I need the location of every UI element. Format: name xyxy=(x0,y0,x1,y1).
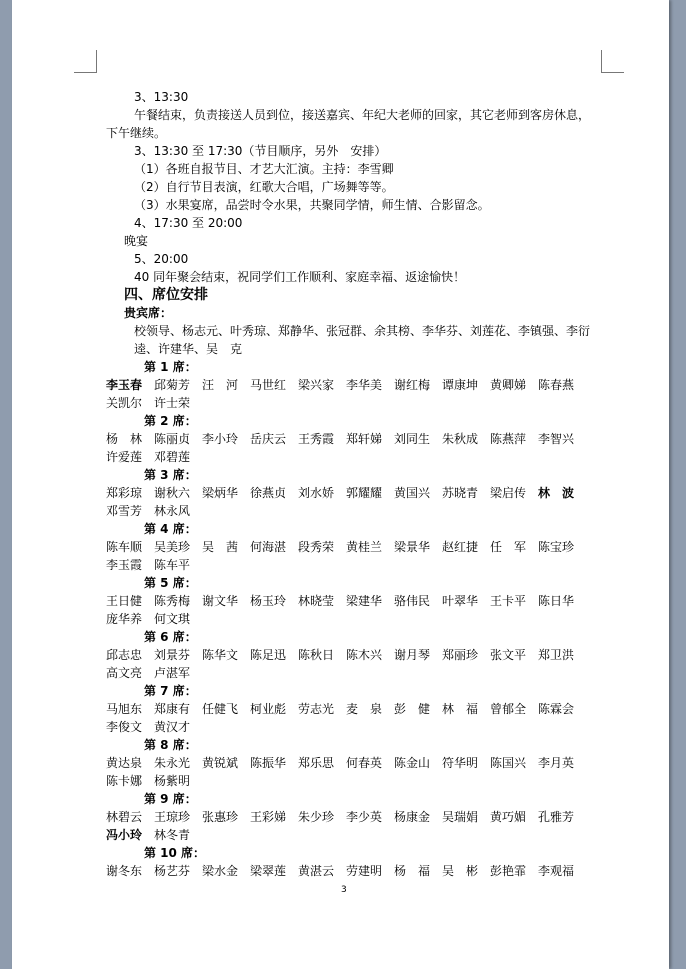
guest-name: 郑康有 xyxy=(154,702,191,716)
guest-name: 黄卿娣 xyxy=(490,378,527,392)
guest-name: 李观福 xyxy=(538,864,575,878)
guest-name: 陈华文 xyxy=(202,648,239,662)
guest-name: 林冬青 xyxy=(154,828,191,842)
page-number: 3 xyxy=(341,885,347,895)
vip-label: 贵宾席： xyxy=(124,306,173,320)
guest-name: 杨 福 xyxy=(394,864,431,878)
guest-name: 林永风 xyxy=(154,504,191,518)
guest-name: 吴 茜 xyxy=(202,540,239,554)
guest-name: 李玉春 xyxy=(106,378,143,392)
agenda-line: 晚宴 xyxy=(124,234,149,248)
agenda-line: 3、13:30 至 17:30（节目顺序，另外 安排） xyxy=(134,144,387,158)
vip-names: 校领导、杨志元、叶秀琼、郑静华、张冠群、余其榜、李华芬、刘莲花、李镇强、李衍逵、许建华、吴 克 xyxy=(134,324,591,356)
table-guest-list xyxy=(106,754,606,790)
table-guest-list xyxy=(106,862,606,880)
guest-name: 段秀荣 xyxy=(298,540,335,554)
guest-name: 杨玉玲 xyxy=(250,594,287,608)
guest-name: 郑丽珍 xyxy=(442,648,479,662)
guest-name: 郑轩娣 xyxy=(346,432,383,446)
guest-name: 王日健 xyxy=(106,594,143,608)
guest-name: 邱志忠 xyxy=(106,648,143,662)
guest-name: 黄国兴 xyxy=(394,486,431,500)
guest-name: 刘景芬 xyxy=(154,648,191,662)
guest-name: 邓碧莲 xyxy=(154,450,191,464)
guest-name: 谢月琴 xyxy=(394,648,431,662)
guest-name: 彭艳霏 xyxy=(490,864,527,878)
agenda-line: 4、17:30 至 20:00 xyxy=(134,216,243,230)
guest-name: 彭 健 xyxy=(394,702,431,716)
agenda-line: （2）自行节目表演，红歌大合唱，广场舞等等。 xyxy=(134,180,394,194)
guest-name: 汪 河 xyxy=(202,378,239,392)
guest-name: 黄桂兰 xyxy=(346,540,383,554)
guest-name: 黄锐斌 xyxy=(202,756,239,770)
table-guest-list xyxy=(106,808,606,844)
table-label: 第 3 席： xyxy=(144,468,197,482)
guest-name: 梁建华 xyxy=(346,594,383,608)
guest-name: 谢红梅 xyxy=(394,378,431,392)
guest-name: 符华明 xyxy=(442,756,479,770)
guest-name: 张文平 xyxy=(490,648,527,662)
guest-name: 黄汉才 xyxy=(154,720,191,734)
guest-name: 任 军 xyxy=(490,540,527,554)
guest-name: 王彩娣 xyxy=(250,810,287,824)
guest-name: 吴瑞娟 xyxy=(442,810,479,824)
guest-name: 陈国兴 xyxy=(490,756,527,770)
guest-name: 张惠珍 xyxy=(202,810,239,824)
guest-name: 马旭东 xyxy=(106,702,143,716)
guest-name: 何海湛 xyxy=(250,540,287,554)
guest-name: 叶翠华 xyxy=(442,594,479,608)
guest-name: 谢文华 xyxy=(202,594,239,608)
guest-name: 陈春燕 xyxy=(538,378,575,392)
agenda-line: 午餐结束，负责接送人员到位，接送嘉宾、年纪大老师的回家，其它老师到客房休息， xyxy=(134,108,591,122)
guest-name: 曾郁全 xyxy=(490,702,527,716)
guest-name: 任健飞 xyxy=(202,702,239,716)
table-guest-list xyxy=(106,592,606,628)
guest-name: 林晓莹 xyxy=(298,594,335,608)
guest-name: 何春英 xyxy=(346,756,383,770)
guest-name: 许爱莲 xyxy=(106,450,143,464)
guest-name: 杨康金 xyxy=(394,810,431,824)
guest-name: 刘同生 xyxy=(394,432,431,446)
guest-name: 朱永光 xyxy=(154,756,191,770)
guest-name: 朱秋成 xyxy=(442,432,479,446)
page-content xyxy=(106,88,606,880)
guest-name: 柯业彪 xyxy=(250,702,287,716)
guest-name: 陈木兴 xyxy=(346,648,383,662)
guest-name: 梁翠莲 xyxy=(250,864,287,878)
table-label: 第 7 席： xyxy=(144,684,197,698)
guest-name: 梁景华 xyxy=(394,540,431,554)
guest-name: 卢湛军 xyxy=(154,666,191,680)
seating-tables xyxy=(106,358,606,880)
guest-name: 朱少珍 xyxy=(298,810,335,824)
guest-name: 陈秋日 xyxy=(298,648,335,662)
document-page xyxy=(12,0,669,969)
guest-name: 梁炳华 xyxy=(202,486,239,500)
guest-name: 梁兴家 xyxy=(298,378,335,392)
guest-name: 陈日华 xyxy=(538,594,575,608)
guest-name: 赵红捷 xyxy=(442,540,479,554)
guest-name: 杨 林 xyxy=(106,432,143,446)
guest-name: 许士荣 xyxy=(154,396,191,410)
guest-name: 郭耀耀 xyxy=(346,486,383,500)
guest-name: 陈振华 xyxy=(250,756,287,770)
guest-name: 陈足迅 xyxy=(250,648,287,662)
agenda-line: 下午继续。 xyxy=(106,126,167,140)
guest-name: 陈车平 xyxy=(154,558,191,572)
guest-name: 谢秋六 xyxy=(154,486,191,500)
guest-name: 谢冬东 xyxy=(106,864,143,878)
guest-name: 徐燕贞 xyxy=(250,486,287,500)
table-guest-list xyxy=(106,538,606,574)
guest-name: 郑彩琼 xyxy=(106,486,143,500)
guest-name: 李少英 xyxy=(346,810,383,824)
guest-name: 梁水金 xyxy=(202,864,239,878)
guest-name: 李智兴 xyxy=(538,432,575,446)
guest-name: 高文亮 xyxy=(106,666,143,680)
guest-name: 郑卫洪 xyxy=(538,648,575,662)
table-guest-list xyxy=(106,484,606,520)
guest-name: 庞华养 xyxy=(106,612,143,626)
guest-name: 骆伟民 xyxy=(394,594,431,608)
guest-name: 何文琪 xyxy=(154,612,191,626)
agenda-line: （1）各班自报节目、才艺大汇演。主持：李雪卿 xyxy=(134,162,394,176)
guest-name: 林碧云 xyxy=(106,810,143,824)
table-label: 第 1 席： xyxy=(144,360,197,374)
guest-name: 李小玲 xyxy=(202,432,239,446)
guest-name: 劳志光 xyxy=(298,702,335,716)
guest-name: 苏晓青 xyxy=(442,486,479,500)
guest-name: 林 波 xyxy=(538,486,575,500)
table-guest-list xyxy=(106,646,606,682)
guest-name: 郑乐思 xyxy=(298,756,335,770)
guest-name: 李俊文 xyxy=(106,720,143,734)
guest-name: 梁启传 xyxy=(490,486,527,500)
guest-name: 王卡平 xyxy=(490,594,527,608)
guest-name: 黄巧媚 xyxy=(490,810,527,824)
guest-name: 吴 彬 xyxy=(442,864,479,878)
section-title: 四、席位安排 xyxy=(124,287,208,303)
guest-name: 李玉霞 xyxy=(106,558,143,572)
guest-name: 陈车顺 xyxy=(106,540,143,554)
guest-name: 邱菊芳 xyxy=(154,378,191,392)
guest-name: 孔雅芳 xyxy=(538,810,575,824)
table-guest-list xyxy=(106,700,606,736)
agenda-line: （3）水果宴席，品尝时令水果，共聚同学情，师生情、合影留念。 xyxy=(134,198,490,212)
table-label: 第 9 席： xyxy=(144,792,197,806)
agenda-line: 3、13:30 xyxy=(134,90,189,104)
table-label: 第 5 席： xyxy=(144,576,197,590)
guest-name: 陈燕萍 xyxy=(490,432,527,446)
guest-name: 陈霖会 xyxy=(538,702,575,716)
guest-name: 冯小玲 xyxy=(106,828,143,842)
guest-name: 谭康坤 xyxy=(442,378,479,392)
page-corner-mark-top-left xyxy=(74,50,97,73)
guest-name: 马世红 xyxy=(250,378,287,392)
guest-name: 关凯尔 xyxy=(106,396,143,410)
agenda-line: 40 同年聚会结束，祝同学们工作顺利、家庭幸福、返途愉快！ xyxy=(134,270,466,284)
guest-name: 杨艺芬 xyxy=(154,864,191,878)
table-guest-list xyxy=(106,376,606,412)
table-label: 第 4 席： xyxy=(144,522,197,536)
guest-name: 陈宝珍 xyxy=(538,540,575,554)
guest-name: 林 福 xyxy=(442,702,479,716)
guest-name: 刘水娇 xyxy=(298,486,335,500)
table-label: 第 6 席： xyxy=(144,630,197,644)
table-label: 第 2 席： xyxy=(144,414,197,428)
guest-name: 黄湛云 xyxy=(298,864,335,878)
guest-name: 王秀霞 xyxy=(298,432,335,446)
table-label: 第 8 席： xyxy=(144,738,197,752)
guest-name: 岳庆云 xyxy=(250,432,287,446)
guest-name: 杨紫明 xyxy=(154,774,191,788)
guest-name: 陈秀梅 xyxy=(154,594,191,608)
guest-name: 李华美 xyxy=(346,378,383,392)
guest-name: 麦 泉 xyxy=(346,702,383,716)
page-corner-mark-top-right xyxy=(601,50,624,73)
table-label: 第 10 席： xyxy=(144,846,206,860)
guest-name: 劳建明 xyxy=(346,864,383,878)
guest-name: 陈卡娜 xyxy=(106,774,143,788)
guest-name: 黄达泉 xyxy=(106,756,143,770)
guest-name: 李月英 xyxy=(538,756,575,770)
guest-name: 陈丽贞 xyxy=(154,432,191,446)
guest-name: 吴美珍 xyxy=(154,540,191,554)
guest-name: 陈金山 xyxy=(394,756,431,770)
table-guest-list xyxy=(106,430,606,466)
agenda-line: 5、20:00 xyxy=(134,252,189,266)
guest-name: 邓雪芳 xyxy=(106,504,143,518)
guest-name: 王琼珍 xyxy=(154,810,191,824)
